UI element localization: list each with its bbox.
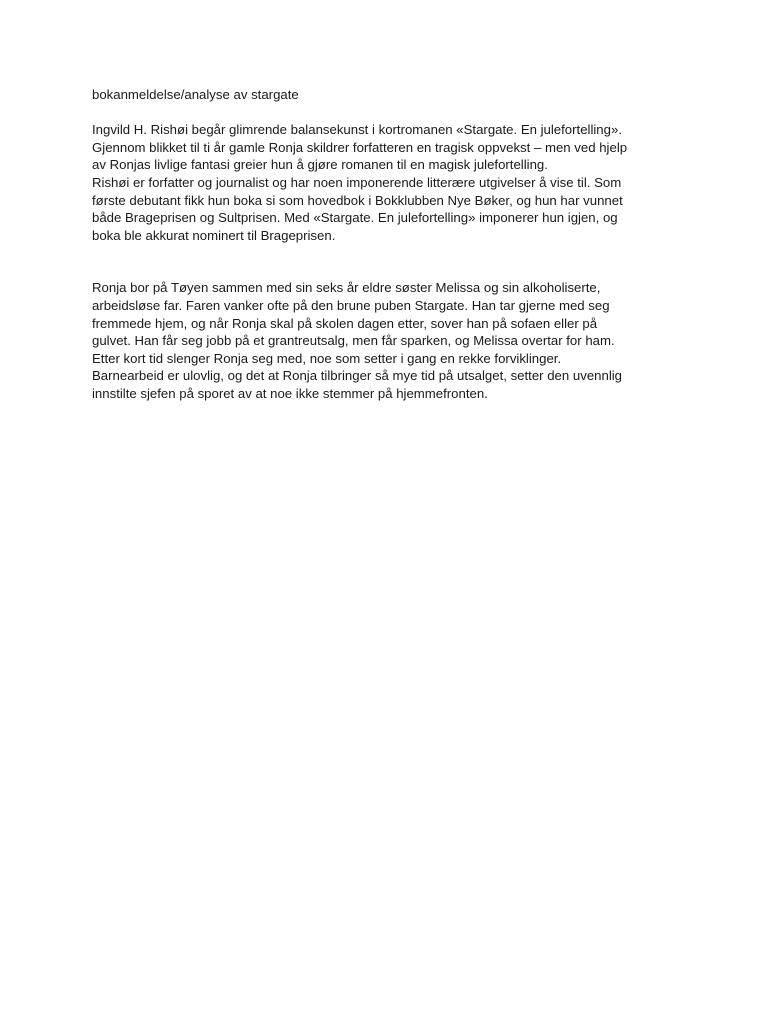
- document-body: [92, 86, 682, 403]
- text-line: både Brageprisen og Sultprisen. Med «Stargate. En julefortelling» imponerer hun igjen, og: [92, 210, 618, 226]
- text-line: innstilte sjefen på sporet av at noe ikke stemmer på hjemmefronten.: [92, 385, 488, 401]
- text-line: av Ronjas livlige fantasi greier hun å gjøre romanen til en magisk julefortelling.: [92, 157, 548, 173]
- paragraph-intro: [92, 121, 682, 244]
- document-title: bokanmeldelse/analyse av stargate: [92, 87, 299, 102]
- text-line: Ronja bor på Tøyen sammen med sin seks år eldre søster Melissa og sin alkoholiserte,: [92, 280, 601, 296]
- text-line: Gjennom blikket til ti år gamle Ronja skildrer forfatteren en tragisk oppvekst – men ved hjelp: [92, 139, 628, 155]
- text-line: Etter kort tid slenger Ronja seg med, noe som setter i gang en rekke forviklinger.: [92, 350, 562, 366]
- text-line: arbeidsløse far. Faren vanker ofte på den brune puben Stargate. Han tar gjerne med seg: [92, 297, 610, 313]
- text-line: boka ble akkurat nominert til Brageprisen.: [92, 227, 336, 243]
- text-line: første debutant fikk hun boka si som hovedbok i Bokklubben Nye Bøker, og hun har vunnet: [92, 192, 623, 208]
- text-line: Rishøi er forfatter og journalist og har noen imponerende litterære utgivelser å vise til. Som: [92, 174, 622, 190]
- text-line: gulvet. Han får seg jobb på et grantreutsalg, men får sparken, og Melissa overtar for ham.: [92, 333, 615, 349]
- paragraph-gap: [92, 244, 682, 279]
- paragraph-plot: [92, 279, 682, 402]
- text-line: Ingvild H. Rishøi begår glimrende balansekunst i kortromanen «Stargate. En julefortelling».: [92, 122, 622, 138]
- text-line: Barnearbeid er ulovlig, og det at Ronja tilbringer så mye tid på utsalget, setter den uvennlig: [92, 368, 623, 384]
- text-line: fremmede hjem, og når Ronja skal på skolen dagen etter, sover han på sofaen eller på: [92, 315, 598, 331]
